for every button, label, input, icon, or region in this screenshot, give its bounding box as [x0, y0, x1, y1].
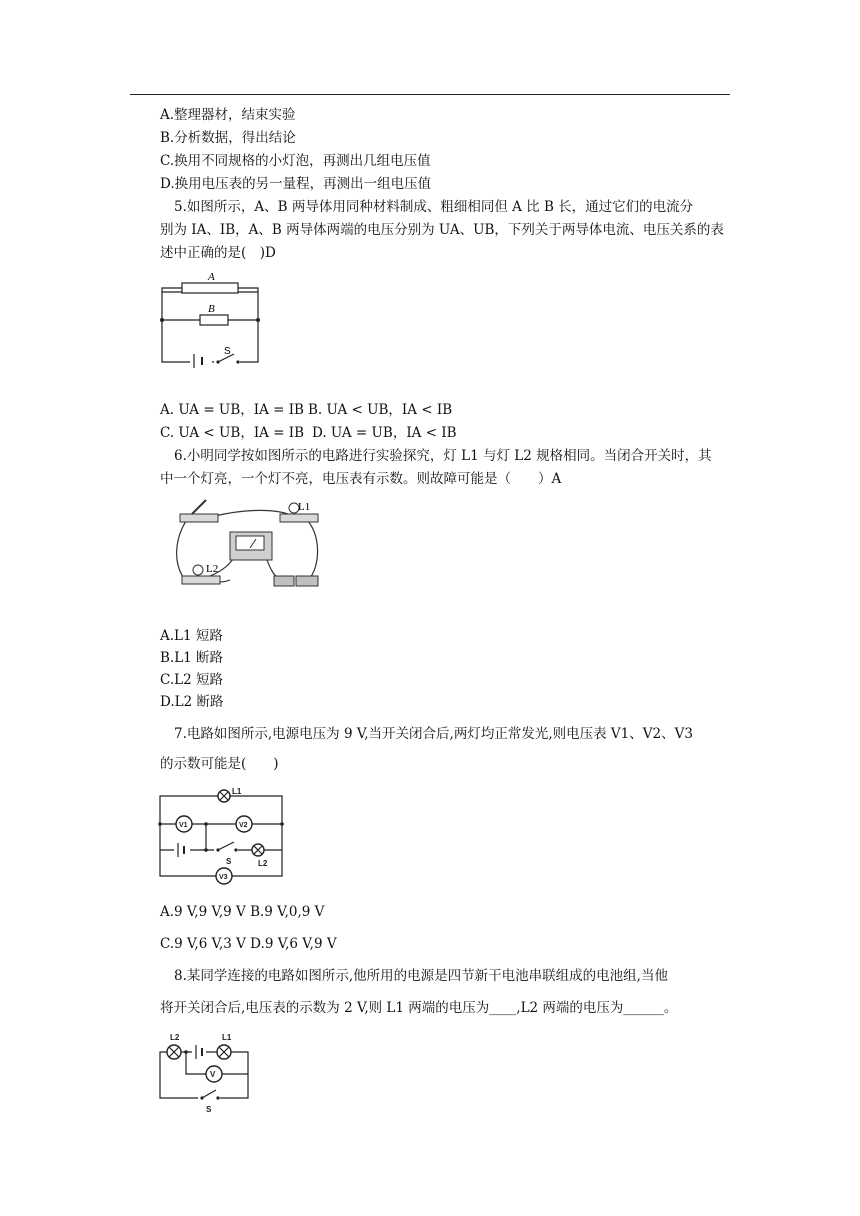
- q7-circuit-figure: [152, 786, 292, 886]
- q5-option-a: A. UA = UB，IA = IB: [160, 402, 304, 418]
- q8-stem-line2: 将开关闭合后,电压表的示数为 2 V,则 L1 两端的电压为____,L2 两端的电压为______。: [160, 1000, 678, 1016]
- q6-option-c: C.L2 短路: [160, 672, 223, 688]
- q6-label-l1: L1: [298, 501, 311, 513]
- q8-label-s: S: [206, 1105, 212, 1114]
- q7-label-l1: L1: [232, 787, 242, 796]
- q6-stem-line2: 中一个灯亮，一个灯不亮，电压表有示数。则故障可能是（ ）A: [160, 471, 562, 487]
- q7-label-l2: L2: [258, 859, 268, 868]
- q4-option-b: B.分析数据，得出结论: [160, 130, 296, 146]
- q5-stem-line1: 5.如图所示，A、B 两导体用同种材料制成、粗细相同但 A 比 B 长，通过它们的电流分: [174, 199, 694, 215]
- q4-option-c: C.换用不同规格的小灯泡，再测出几组电压值: [160, 153, 431, 169]
- header-rule: [130, 94, 730, 95]
- q4-option-a: A.整理器材，结束实验: [160, 107, 296, 123]
- q7-label-v1: V1: [179, 822, 188, 829]
- q6-option-b: B.L1 断路: [160, 650, 224, 666]
- q7-label-v3: V3: [219, 874, 228, 881]
- q8-stem-line1: 8.某同学连接的电路如图所示,他所用的电源是四节新干电池串联组成的电池组,当他: [174, 968, 668, 984]
- q7-label-s: S: [226, 857, 232, 866]
- q7-options-cd: C.9 V,6 V,3 V D.9 V,6 V,9 V: [160, 936, 337, 952]
- q5-label-s: S: [224, 346, 231, 357]
- q6-label-l2: L2: [206, 563, 219, 575]
- q5-label-a: A: [208, 271, 215, 283]
- q7-label-v2: V2: [239, 822, 248, 829]
- q5-option-d: D. UA = UB，IA < IB: [312, 425, 457, 441]
- q7-stem-line2: 的示数可能是( ): [160, 756, 279, 772]
- q5-label-b: B: [208, 303, 215, 315]
- q5-circuit-figure: [150, 268, 270, 368]
- q8-label-v: V: [210, 1070, 216, 1079]
- q4-option-d: D.换用电压表的另一量程，再测出一组电压值: [160, 176, 432, 192]
- q8-label-l1: L1: [222, 1033, 232, 1042]
- q5-option-b: B. UA < UB，IA < IB: [308, 402, 453, 418]
- q6-stem-line1: 6.小明同学按如图所示的电路进行实验探究，灯 L1 与灯 L2 规格相同。当闭合开关时，其: [174, 448, 712, 464]
- q8-circuit-figure: [152, 1030, 262, 1114]
- q5-stem-line2: 别为 IA、IB，A、B 两导体两端的电压分别为 UA、UB，下列关于两导体电流、电压关系的表: [160, 222, 724, 238]
- q6-circuit-photo: [170, 492, 330, 596]
- q6-option-d: D.L2 断路: [160, 694, 224, 710]
- q5-stem-line3: 述中正确的是( )D: [160, 245, 276, 261]
- q7-stem-line1: 7.电路如图所示,电源电压为 9 V,当开关闭合后,两灯均正常发光,则电压表 V1、V2、V3: [174, 726, 693, 742]
- q5-option-c: C. UA < UB，IA = IB: [160, 425, 305, 441]
- q8-label-l2: L2: [170, 1033, 180, 1042]
- q7-options-ab: A.9 V,9 V,9 V B.9 V,0,9 V: [160, 904, 325, 920]
- q6-option-a: A.L1 短路: [160, 628, 223, 644]
